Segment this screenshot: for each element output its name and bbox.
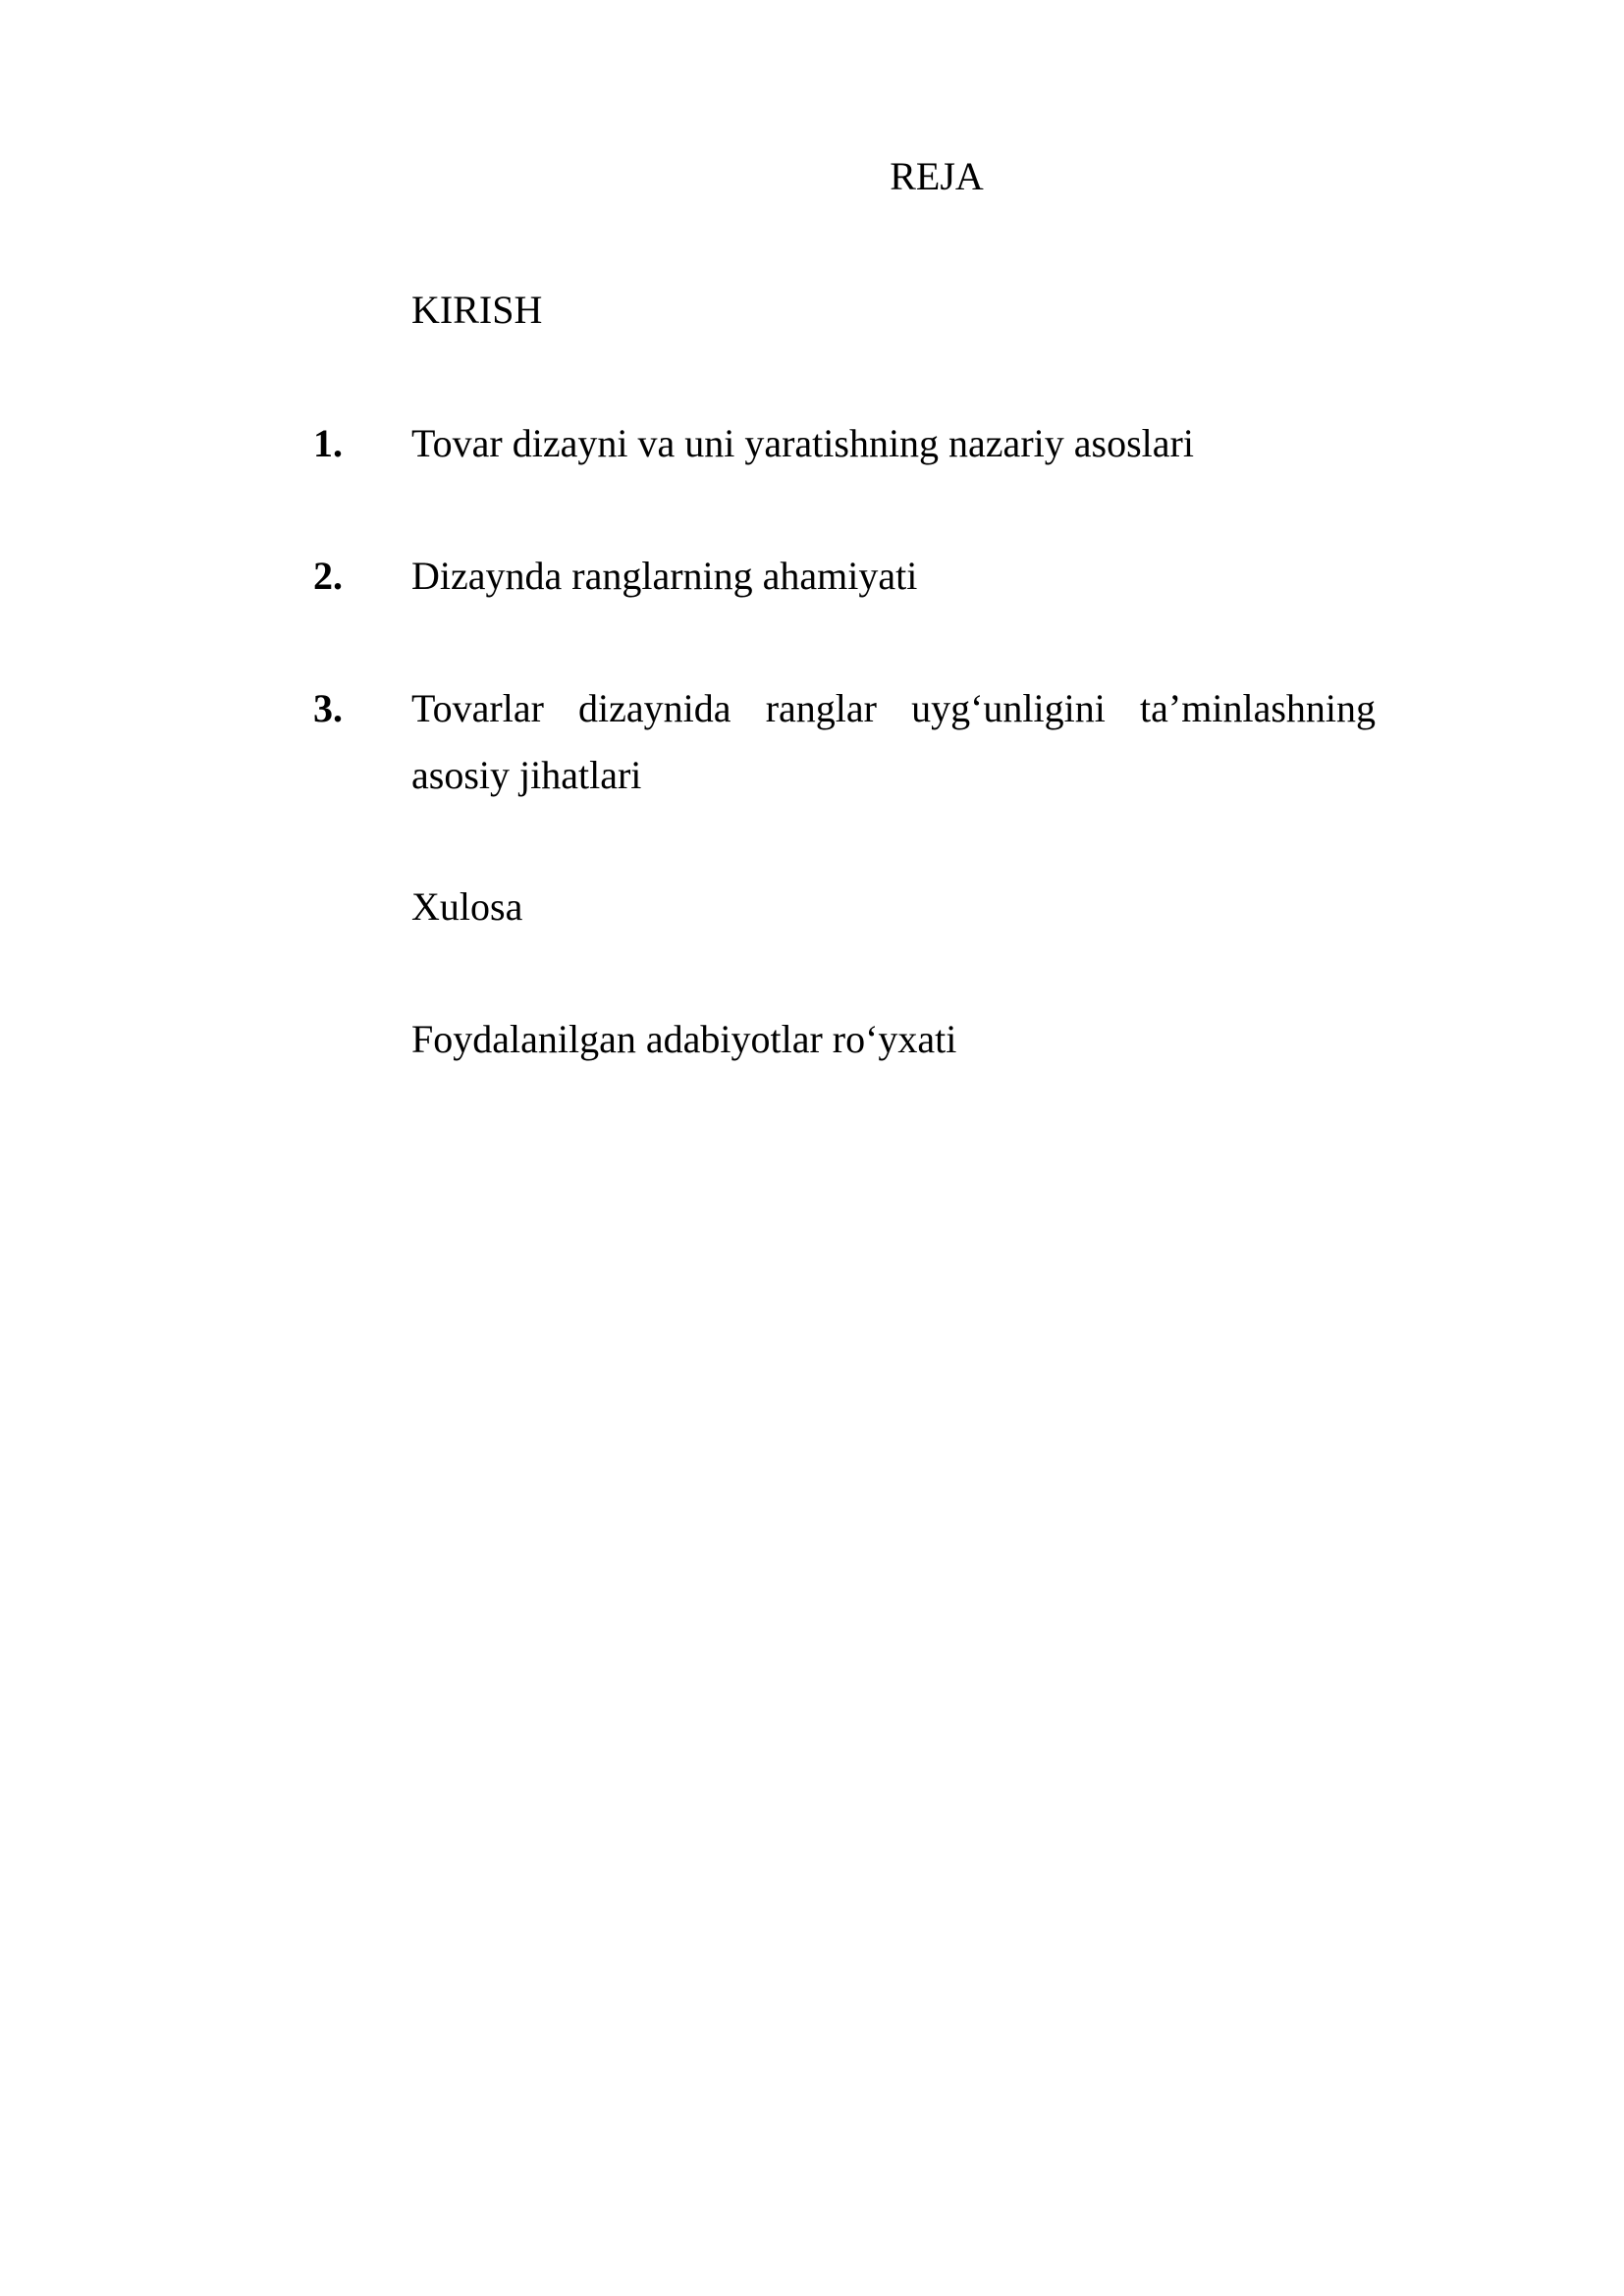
entry-text: Tovarlar dizaynida ranglar uyg‘unligini ta’minlashning asosiy jihatlari — [411, 686, 1376, 797]
entry-text: Xulosa — [411, 884, 523, 929]
entry-number: 1. — [313, 421, 343, 465]
entry-number: 3. — [313, 686, 343, 730]
entry-text: Tovar dizayni va uni yaratishning nazariy asoslari — [411, 421, 1194, 465]
entry-text: Foydalanilgan adabiyotlar ro‘yxati — [411, 1017, 957, 1061]
entry-number: 2. — [313, 554, 343, 598]
entry-text: KIRISH — [411, 288, 543, 332]
entry-text: Dizaynda ranglarning ahamiyati — [411, 554, 918, 598]
page-title: REJA — [890, 154, 984, 198]
